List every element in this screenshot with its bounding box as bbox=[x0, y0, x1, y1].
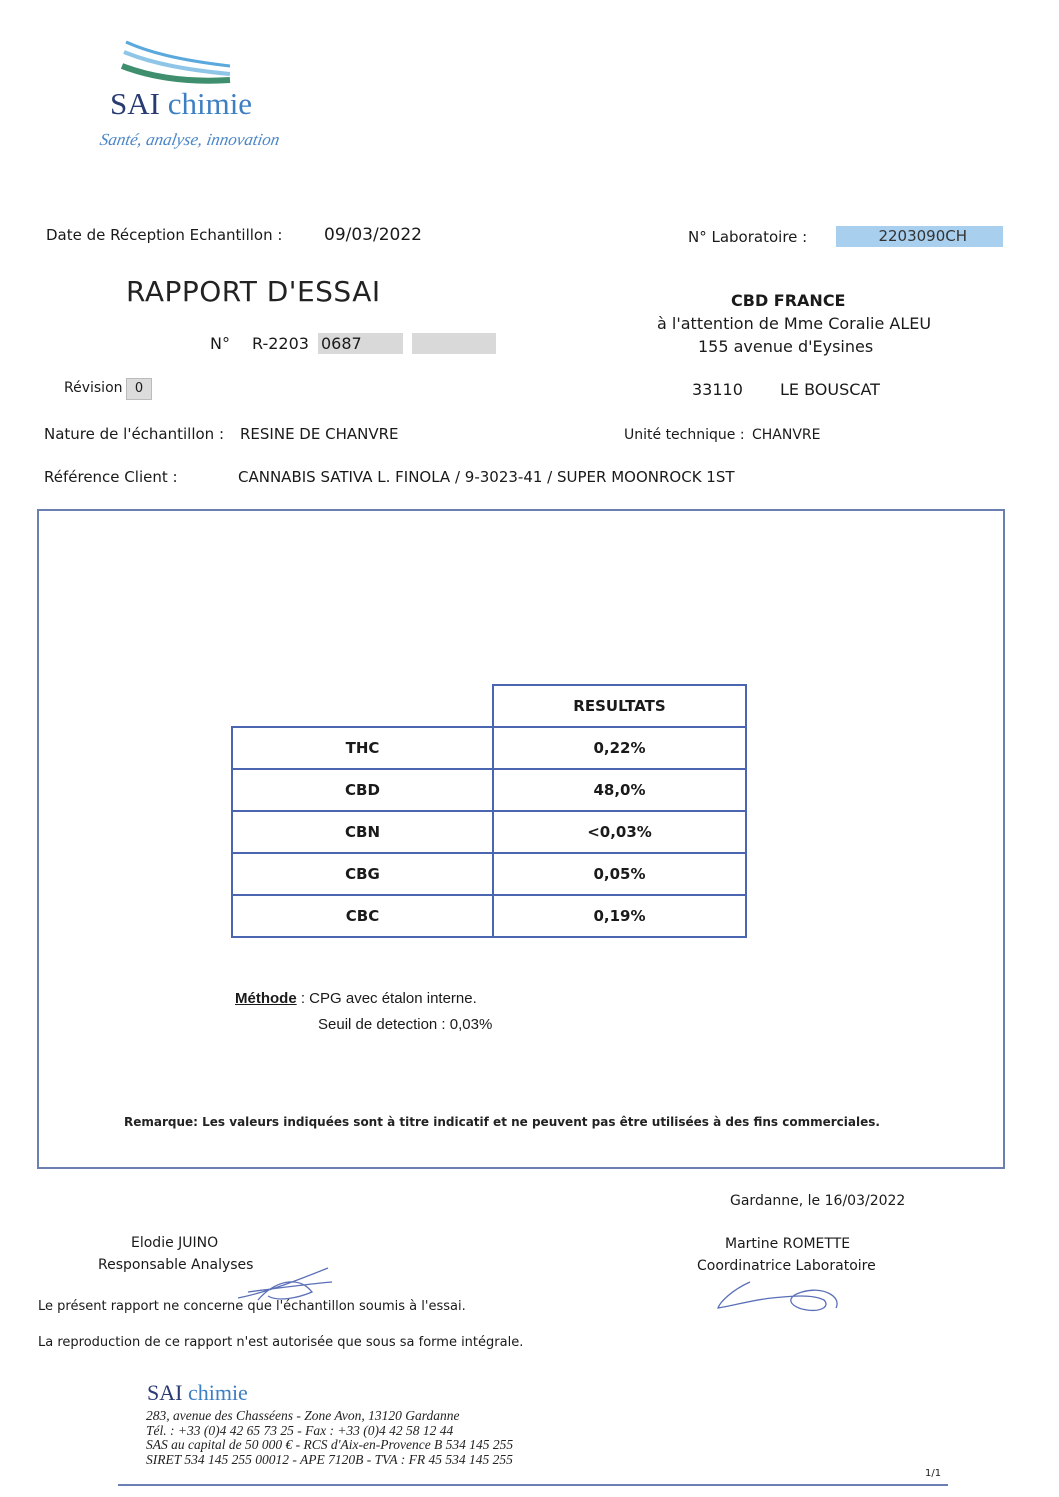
analyte-name: CBD bbox=[232, 769, 493, 811]
table-row bbox=[232, 769, 746, 811]
analyte-value: <0,03% bbox=[493, 811, 746, 853]
footer-divider bbox=[118, 1484, 948, 1486]
signer2-title: Coordinatrice Laboratoire bbox=[697, 1258, 876, 1274]
place-date-prefix: Gardanne, le bbox=[730, 1193, 821, 1209]
logo bbox=[110, 86, 252, 122]
reception-date-value: 09/03/2022 bbox=[324, 225, 422, 245]
table-row bbox=[232, 811, 746, 853]
lab-number-box bbox=[836, 226, 1003, 247]
table-row bbox=[232, 853, 746, 895]
revision-label: Révision bbox=[64, 380, 123, 396]
note-scope: Le présent rapport ne concerne que l'échantillon soumis à l'essai. bbox=[38, 1299, 466, 1314]
table-row bbox=[232, 895, 746, 937]
table-row bbox=[232, 727, 746, 769]
logo-name-part1: SAI bbox=[110, 86, 160, 121]
client-reference-label: Référence Client : bbox=[44, 468, 178, 486]
client-city: LE BOUSCAT bbox=[780, 380, 880, 399]
footer-line: SAS au capital de 50 000 € - RCS d'Aix-en-Provence B 534 145 255 bbox=[146, 1437, 514, 1452]
analyte-value: 0,22% bbox=[493, 727, 746, 769]
analyte-name: CBC bbox=[232, 895, 493, 937]
footer-address bbox=[146, 1409, 513, 1467]
report-number-blank-box bbox=[412, 333, 496, 354]
footer-line: SIRET 534 145 255 00012 - APE 7120B - TVA : FR 45 534 145 255 bbox=[146, 1451, 513, 1467]
method-line bbox=[235, 990, 477, 1007]
table-corner bbox=[232, 685, 493, 727]
client-street: 155 avenue d'Eysines bbox=[698, 337, 874, 356]
technical-unit-value: CHANVRE bbox=[752, 427, 821, 443]
client-reference-value: CANNABIS SATIVA L. FINOLA / 9-3023-41 / SUPER MOONROCK 1ST bbox=[238, 468, 735, 486]
signature-date: 16/03/2022 bbox=[824, 1193, 906, 1209]
place-date bbox=[730, 1193, 905, 1209]
logo-name-part2: chimie bbox=[167, 86, 253, 121]
analyte-value: 0,19% bbox=[493, 895, 746, 937]
lab-number-label: N° Laboratoire : bbox=[688, 228, 808, 246]
logo-waves-icon bbox=[118, 38, 233, 86]
method-value: : CPG avec étalon interne. bbox=[300, 990, 477, 1007]
client-attention: à l'attention de Mme Coralie ALEU bbox=[657, 314, 932, 333]
report-number-suffix: 0687 bbox=[321, 334, 362, 353]
footer-name-part1: SAI bbox=[147, 1380, 183, 1405]
results-table bbox=[231, 684, 747, 938]
analyte-name: CBN bbox=[232, 811, 493, 853]
analyte-value: 48,0% bbox=[493, 769, 746, 811]
signer1-name: Elodie JUINO bbox=[131, 1235, 219, 1251]
logo-tagline: Santé, analyse, innovation bbox=[98, 130, 282, 149]
client-company: CBD FRANCE bbox=[731, 291, 846, 310]
signer2-name: Martine ROMETTE bbox=[725, 1236, 851, 1252]
page-number: 1/1 bbox=[925, 1468, 942, 1479]
detection-threshold: Seuil de detection : 0,03% bbox=[318, 1016, 493, 1033]
analyte-name: THC bbox=[232, 727, 493, 769]
reception-date-label: Date de Réception Echantillon : bbox=[46, 226, 283, 244]
footer-line: 283, avenue des Chasséens - Zone Avon, 13120 Gardanne bbox=[146, 1408, 460, 1423]
signer1-title: Responsable Analyses bbox=[98, 1257, 254, 1273]
report-number-label: N° bbox=[210, 334, 230, 353]
client-postcode: 33110 bbox=[692, 380, 743, 399]
report-title: RAPPORT D'ESSAI bbox=[126, 275, 381, 308]
report-number-prefix: R-2203 bbox=[252, 334, 309, 353]
results-header-row bbox=[232, 685, 746, 727]
revision-value: 0 bbox=[126, 378, 152, 400]
analyte-name: CBG bbox=[232, 853, 493, 895]
note-reproduction: La reproduction de ce rapport n'est autorisée que sous sa forme intégrale. bbox=[38, 1335, 524, 1350]
remark: Remarque: Les valeurs indiquées sont à titre indicatif et ne peuvent pas être utilisées à des fins commerciales. bbox=[124, 1115, 880, 1129]
footer-name-part2: chimie bbox=[187, 1380, 248, 1405]
method-label: Méthode bbox=[235, 990, 297, 1007]
signature2-icon bbox=[712, 1270, 852, 1320]
footer-logo bbox=[147, 1380, 248, 1406]
analyte-value: 0,05% bbox=[493, 853, 746, 895]
lab-number-value: 2203090CH bbox=[878, 227, 967, 245]
technical-unit-label: Unité technique : bbox=[624, 427, 745, 443]
sample-nature-label: Nature de l'échantillon : bbox=[44, 425, 225, 443]
sample-nature-value: RESINE DE CHANVRE bbox=[240, 425, 399, 443]
results-column-header: RESULTATS bbox=[493, 685, 746, 727]
footer-line: Tél. : +33 (0)4 42 65 73 25 - Fax : +33 (0)4 42 58 12 44 bbox=[146, 1422, 454, 1438]
